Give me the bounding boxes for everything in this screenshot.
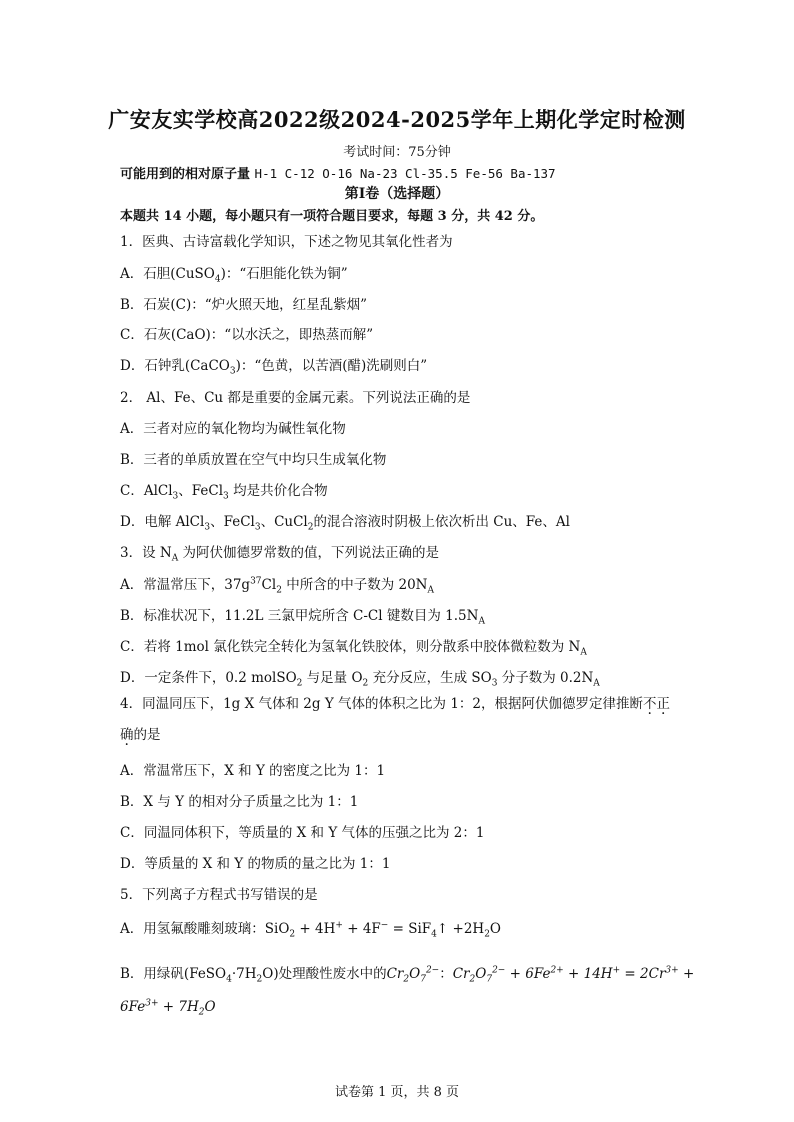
question-2-option-c: C．AlCl$_3$、FeCl$_3$ 均是共价化合物 xyxy=(120,483,328,502)
question-4-option-d: D．等质量的 X 和 Y 的物质的量之比为 1：1 xyxy=(120,856,391,872)
section-title: 第Ⅰ卷（选择题） xyxy=(344,186,450,202)
question-2-option-a: A．三者对应的氧化物均为碱性氧化物 xyxy=(120,421,346,437)
question-2-stem: 2． Al、Fe、Cu 都是重要的金属元素。下列说法正确的是 xyxy=(120,390,471,406)
question-3-option-a: A．常温常压下，$37g^{37}Cl_2$ 中所含的中子数为 $20N_A$ xyxy=(120,576,434,596)
section-instructions: 本题共 14 小题，每小题只有一项符合题目要求，每题 3 分，共 42 分。 xyxy=(120,209,544,224)
atomic-mass-values: H-1 C-12 O-16 Na-23 Cl-35.5 Fe-56 Ba-137 xyxy=(254,166,556,181)
question-2-option-d: D．电解 AlCl$_3$、FeCl$_3$、CuCl$_2$的混合溶液时阴极上依次析出 Cu、Fe、Al xyxy=(120,514,570,533)
question-5-stem: 5．下列离子方程式书写错误的是 xyxy=(120,887,318,903)
question-3-stem: 3．设 $N_A$ 为阿伏伽德罗常数的值，下列说法正确的是 xyxy=(120,545,439,564)
question-4-option-c: C．同温同体积下，等质量的 X 和 Y 气体的压强之比为 2：1 xyxy=(120,825,485,841)
question-3-option-d: D．一定条件下，0.2 molSO$_2$ 与足量 $O_2$ 充分反应，生成 $SO_3$ 分子数为 $0.2N_A$ xyxy=(120,670,600,689)
question-1-stem: 1．医典、古诗富载化学知识，下述之物见其氧化性者为 xyxy=(120,234,453,250)
exam-time: 考试时间：75分钟 xyxy=(343,145,451,160)
question-1-option-b: B．石炭(C)：“炉火照天地，红星乱紫烟” xyxy=(120,297,368,313)
atomic-mass-label: 可能用到的相对原子量 xyxy=(120,167,251,182)
atomic-mass-line xyxy=(120,163,556,182)
page-footer: 试卷第 1 页，共 8 页 xyxy=(334,1085,460,1100)
question-1-option-c: C．石灰(CaO)：“以水沃之，即热蒸而解” xyxy=(120,327,374,343)
question-4-stem-line1: 4．同温同压下，1g X 气体和 2g Y 气体的体积之比为 1：2，根据阿伏伽德罗定律推断不正 xyxy=(120,696,670,712)
question-1-option-d: D．石钟乳(CaCO$_3$)：“色黄，以苦酒(醋)洗刷则白” xyxy=(120,358,428,377)
exam-title: 广安友实学校高2022级2024-2025学年上期化学定时检测 xyxy=(108,107,686,132)
question-5-option-a: A．用氢氟酸雕刻玻璃：SiO$_2$ + 4H+ + 4F− = SiF$_4$↑ $+2H_2O$ xyxy=(120,920,501,940)
question-5-option-b-line2: $6Fe^{3+} + 7H_2O$ xyxy=(120,998,216,1018)
question-4-stem-line2: 确的是 xyxy=(120,727,161,743)
question-3-option-b: B．标准状况下，11.2L 三氯甲烷所含 C-Cl 键数目为 $1.5N_A$ xyxy=(120,608,485,627)
question-3-option-c: C．若将 1mol 氯化铁完全转化为氢氧化铁胶体，则分散系中胶体微粒数为 $N_A$ xyxy=(120,639,587,658)
question-4-option-a: A．常温常压下，X 和 Y 的密度之比为 1：1 xyxy=(120,763,386,779)
question-2-option-b: B．三者的单质放置在空气中均只生成氧化物 xyxy=(120,452,387,468)
question-4-option-b: B．X 与 Y 的相对分子质量之比为 1：1 xyxy=(120,794,359,810)
question-5-option-b-line1: B．用绿矾$(FeSO_4\cdot 7H_2O)$处理酸性废水中的$Cr_2O_7^{2-}$：$Cr_2O_7^{2-} + 6Fe^{2+} + 14H^+ = 2Cr^{3+}$ + xyxy=(120,965,695,985)
question-1-option-a: A．石胆(CuSO$_4$)：“石胆能化铁为铜” xyxy=(120,266,348,285)
